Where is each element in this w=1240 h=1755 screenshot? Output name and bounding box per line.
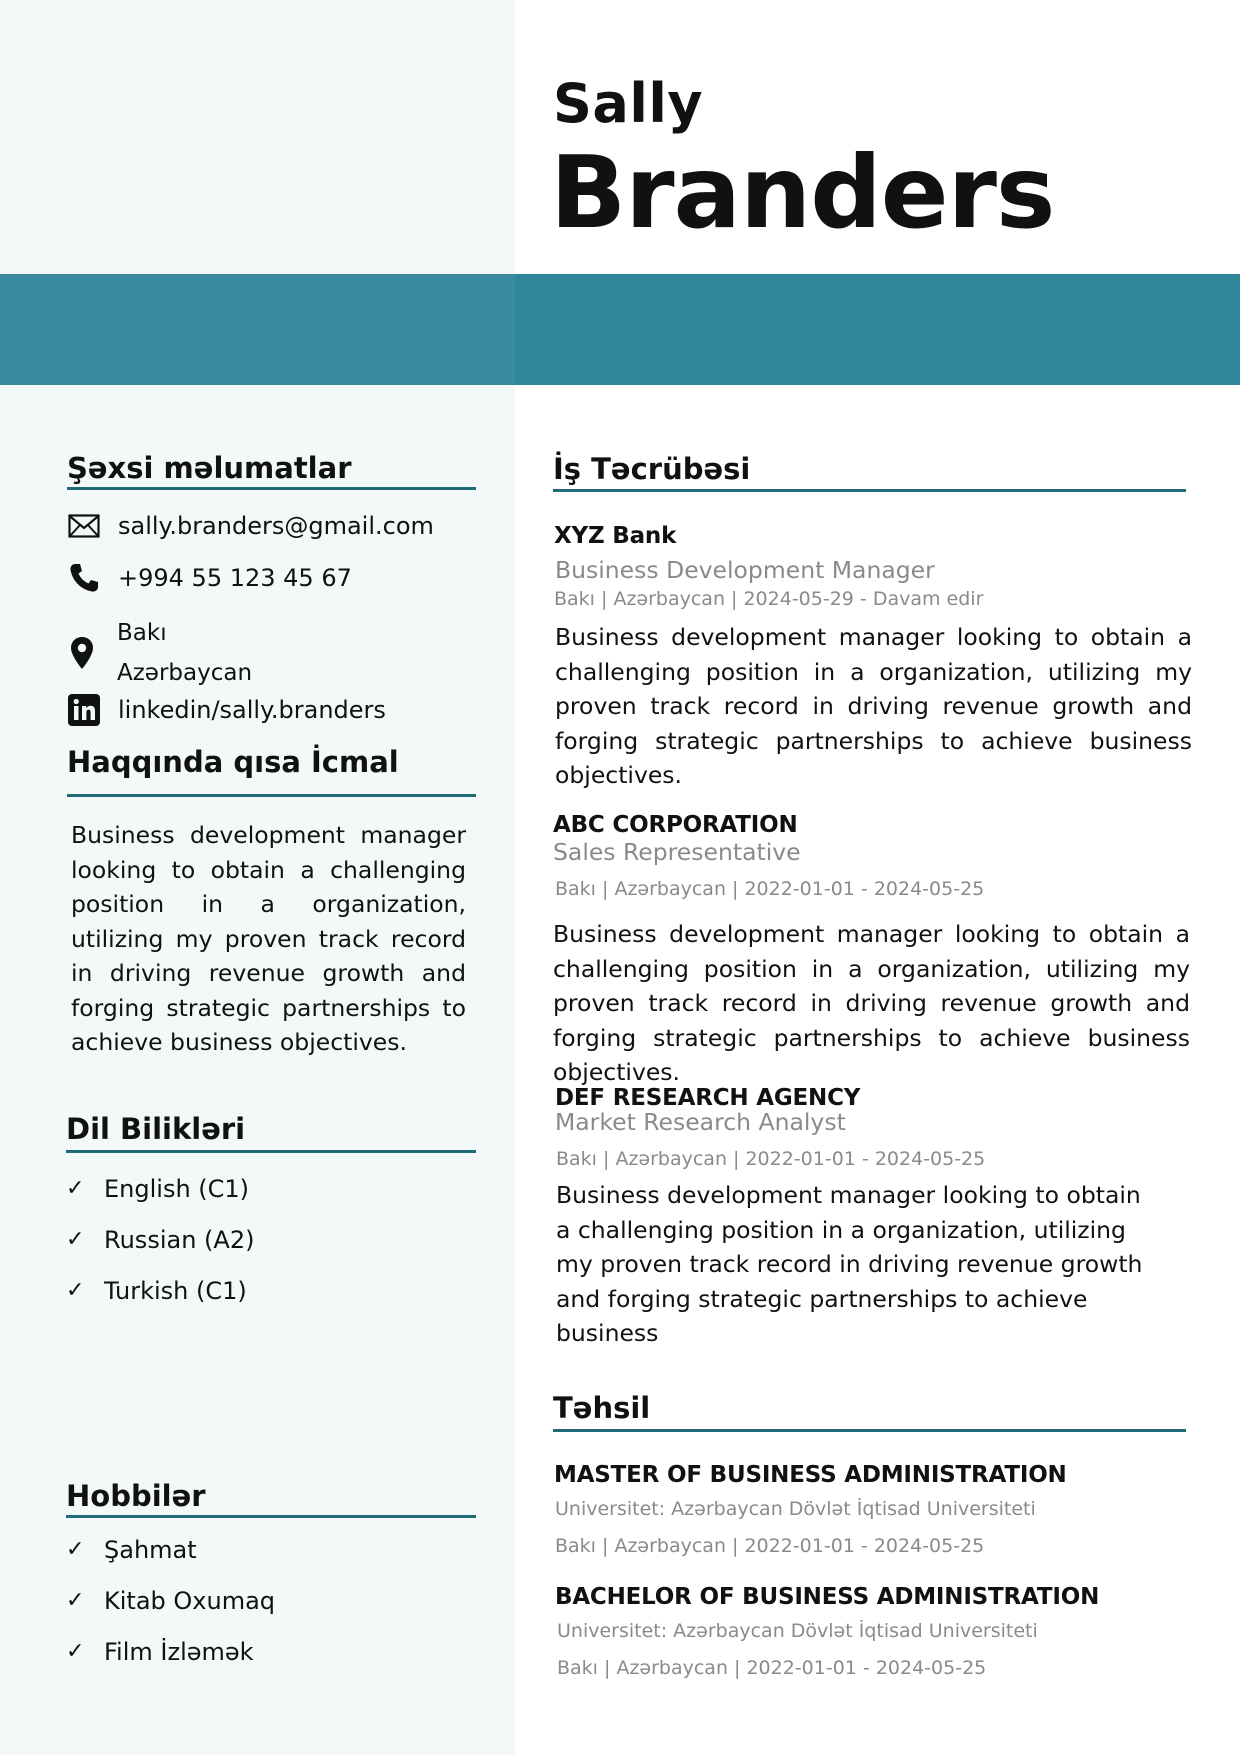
experience-role: Business Development Manager: [555, 556, 935, 584]
experience-company: XYZ Bank: [554, 523, 677, 549]
languages-rule: [66, 1150, 476, 1153]
experience-rule: [553, 489, 1186, 492]
phone-text: +994 55 123 45 67: [118, 564, 352, 592]
last-name: Branders: [550, 134, 1055, 251]
language-label: Turkish (C1): [104, 1276, 247, 1305]
education-title: Təhsil: [553, 1391, 651, 1425]
experience-description: Business development manager looking to obtain a challenging position in a organization, utilizing my proven track record in driving revenue growth and forging strategic partnerships to achieve business objectives.: [555, 623, 1192, 789]
phone-icon: [68, 562, 104, 594]
experience-title: İş Təcrübəsi: [553, 452, 751, 486]
personal-info-rule: [67, 487, 476, 490]
check-icon: ✓: [66, 1537, 85, 1562]
email-row[interactable]: [68, 510, 434, 542]
education-school: Universitet: Azərbaycan Dövlət İqtisad Universiteti: [555, 1498, 1036, 1520]
summary-rule: [67, 794, 476, 797]
personal-info-title: Şəxsi məlumatlar: [67, 451, 352, 485]
hobbies-list: [66, 1524, 275, 1677]
check-icon: ✓: [66, 1176, 85, 1201]
experience-description: Business development manager looking to obtain a challenging position in a organization, utilizing my proven track record in driving revenue growth and forging strategic partnerships to achieve business: [556, 1181, 1143, 1347]
first-name: Sally: [553, 72, 704, 135]
experience-company: ABC CORPORATION: [553, 812, 798, 838]
education-rule: [553, 1429, 1186, 1432]
check-icon: ✓: [66, 1227, 85, 1252]
hobby-label: Film İzləmək: [104, 1637, 254, 1666]
language-label: Russian (A2): [104, 1225, 255, 1254]
language-label: English (C1): [104, 1174, 250, 1203]
languages-list: [66, 1163, 254, 1316]
hobby-label: Kitab Oxumaq: [104, 1586, 276, 1615]
location-city: Bakı: [117, 620, 167, 646]
header-band-right: [515, 274, 1240, 385]
list-item: [66, 1214, 254, 1265]
header-band-left: [0, 274, 515, 385]
location-pin-icon: [70, 636, 94, 674]
linkedin-icon: [68, 694, 104, 726]
envelope-icon: [68, 510, 104, 542]
check-icon: ✓: [66, 1639, 85, 1664]
education-degree: BACHELOR OF BUSINESS ADMINISTRATION: [555, 1584, 1100, 1610]
education-school: Universitet: Azərbaycan Dövlət İqtisad Universiteti: [557, 1620, 1038, 1642]
experience-meta: Bakı | Azərbaycan | 2022-01-01 - 2024-05-25: [555, 878, 985, 900]
education-degree: MASTER OF BUSINESS ADMINISTRATION: [554, 1462, 1067, 1488]
experience-company: DEF RESEARCH AGENCY: [555, 1085, 861, 1111]
experience-meta: Bakı | Azərbaycan | 2022-01-01 - 2024-05-25: [556, 1148, 986, 1170]
linkedin-row[interactable]: [68, 694, 386, 726]
location-country: Azərbaycan: [117, 660, 253, 686]
list-item: [66, 1524, 275, 1575]
list-item: [66, 1626, 275, 1677]
email-text: sally.branders@gmail.com: [118, 512, 434, 540]
experience-description: Business development manager looking to obtain a challenging position in a organization, utilizing my proven track record in driving revenue growth and forging strategic partnerships to achieve business objectives.: [553, 920, 1190, 1086]
hobbies-title: Hobbilər: [66, 1479, 206, 1513]
linkedin-text: linkedin/sally.branders: [118, 696, 386, 724]
summary-title: Haqqında qısa İcmal: [67, 745, 399, 779]
languages-title: Dil Bilikləri: [66, 1112, 246, 1146]
hobby-label: Şahmat: [104, 1535, 197, 1564]
experience-role: Sales Representative: [553, 838, 801, 866]
experience-role: Market Research Analyst: [555, 1108, 846, 1136]
list-item: [66, 1265, 254, 1316]
check-icon: ✓: [66, 1278, 85, 1303]
education-meta: Bakı | Azərbaycan | 2022-01-01 - 2024-05-25: [555, 1535, 985, 1557]
check-icon: ✓: [66, 1588, 85, 1613]
experience-meta: Bakı | Azərbaycan | 2024-05-29 - Davam edir: [554, 588, 984, 610]
phone-row[interactable]: [68, 562, 352, 594]
education-meta: Bakı | Azərbaycan | 2022-01-01 - 2024-05-25: [557, 1657, 987, 1679]
list-item: [66, 1163, 254, 1214]
list-item: [66, 1575, 275, 1626]
hobbies-rule: [66, 1515, 476, 1518]
summary-text: Business development manager looking to obtain a challenging position in a organization, utilizing my proven track record in driving revenue growth and forging strategic partnerships to achieve business objectives.: [71, 821, 466, 1056]
